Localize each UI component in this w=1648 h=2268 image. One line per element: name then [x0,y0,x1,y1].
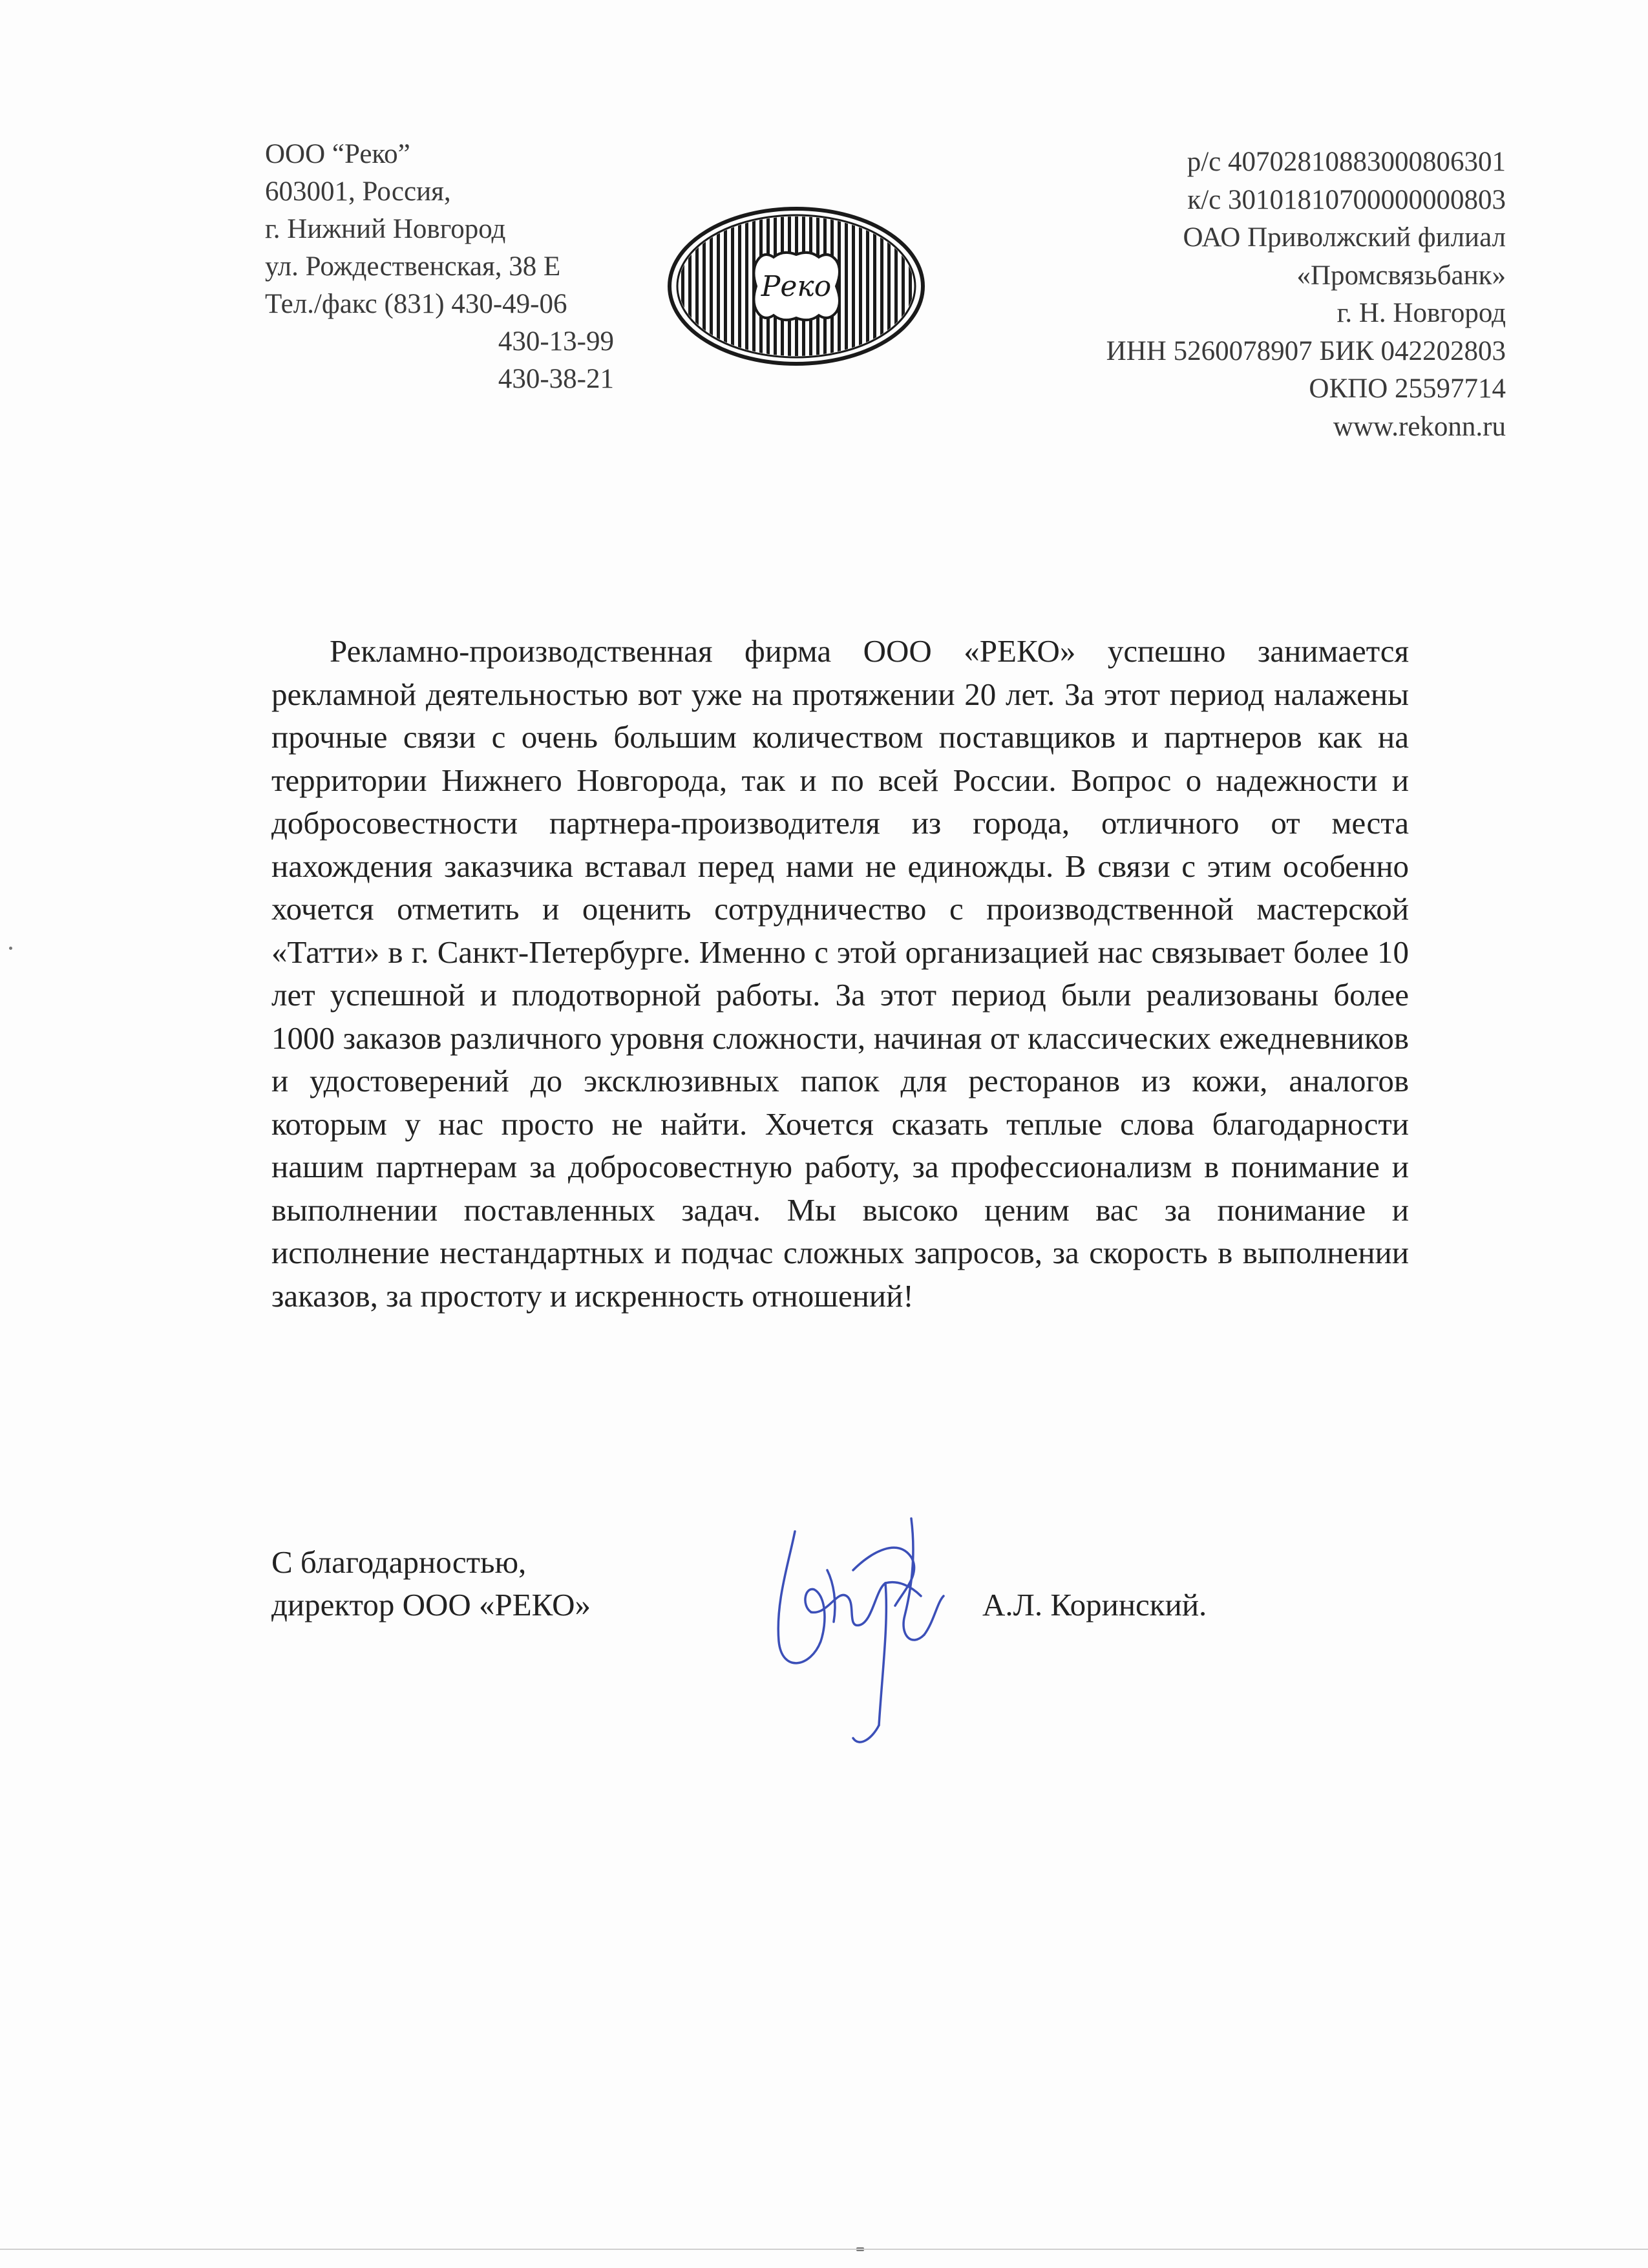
letterhead-address-block [265,136,627,398]
letterhead-bank-block [937,143,1506,446]
logo-text: Реко [761,270,832,303]
handwritten-signature-icon [750,1493,982,1751]
reko-logo-icon [667,205,925,367]
logo-stripe [717,212,720,361]
logo-stripe [710,212,713,361]
scan-speck [9,947,12,950]
logo-stripe [695,212,699,361]
bank-name: ОАО Приволжский филиал [1183,222,1506,253]
logo-stripe [859,212,862,361]
logo-stripe [731,212,734,361]
closing-position: директор ООО «РЕКО» [271,1587,591,1622]
logo-stripe [838,212,841,361]
logo-stripe [866,212,869,361]
phone-extra-2: 430-38-21 [498,364,614,394]
city: г. Нижний Новгород [265,214,506,244]
settlement-account: р/с 40702810883000806301 [1187,147,1506,177]
scan-edge-line [0,2249,1648,2250]
closing-salutation: С благодарностью, [271,1544,527,1580]
logo-stripe [845,212,848,361]
logo-stripe [909,212,912,361]
inn-bik: ИНН 5260078907 БИК 042202803 [1106,335,1506,366]
logo-stripe [724,212,727,361]
logo-stripe [852,212,855,361]
logo-stripe [688,212,692,361]
phone-fax: Тел./факс (831) 430-49-06 [265,289,567,319]
bank-city: г. Н. Новгород [1336,298,1506,328]
bank-brand: «Промсвязьбанк» [1296,260,1506,291]
website: www.rekonn.ru [1333,411,1506,442]
letter-body-paragraph: Рекламно-производственная фирма ООО «РЕКО» успешно занимается рекламной деятельностью вот уже на протяжении 20 лет. За этот период налажены прочные связи с очень большим количеством поставщиков и партнеров как на территории Нижнего Новгорода, так и по всей России. Вопрос о надежности и добросовестности партнера-производителя из города, отличного от места нахождения заказчика вставал перед нами не единожды. В связи с этим особенно хочется отметить и оценить сотрудничество с производственной мастерской «Татти» в г. Санкт-Петербурге. Именно с этой организацией нас связывает более 10 лет успешной и плодотворной работы. За этот период были реализованы более 1000 заказов различного уровня сложности, начиная от классических ежедневников и удостоверений до эксклюзивных папок для ресторанов из кожи, аналогов которым у нас просто не найти. Хочется сказать теплые слова благодарности нашим партнерам за добросовестную работу, за профессионализм в понимание и выполнении поставленных задач. Мы высоко ценим вас за понимание и исполнение нестандартных и подчас сложных запросов, за скорость в выполнении заказов, за простоту и искренность отношений! [271,633,1409,1314]
phone-extra-1: 430-13-99 [498,326,614,357]
postal-address: 603001, Россия, [265,176,451,207]
logo-stripe [681,212,684,361]
logo-stripe [902,212,905,361]
closing-block [271,1541,591,1626]
signer-name: А.Л. Коринский. [982,1587,1207,1622]
company-name: ООО “Реко” [265,139,410,169]
logo-stripe [894,212,898,361]
street-address: ул. Рождественская, 38 Е [265,251,561,282]
correspondent-account: к/с 30101810700000000803 [1187,184,1506,215]
logo-stripe [745,212,748,361]
okpo: ОКПО 25597714 [1309,373,1506,404]
logo-stripe [738,212,741,361]
logo-stripe [880,212,883,361]
